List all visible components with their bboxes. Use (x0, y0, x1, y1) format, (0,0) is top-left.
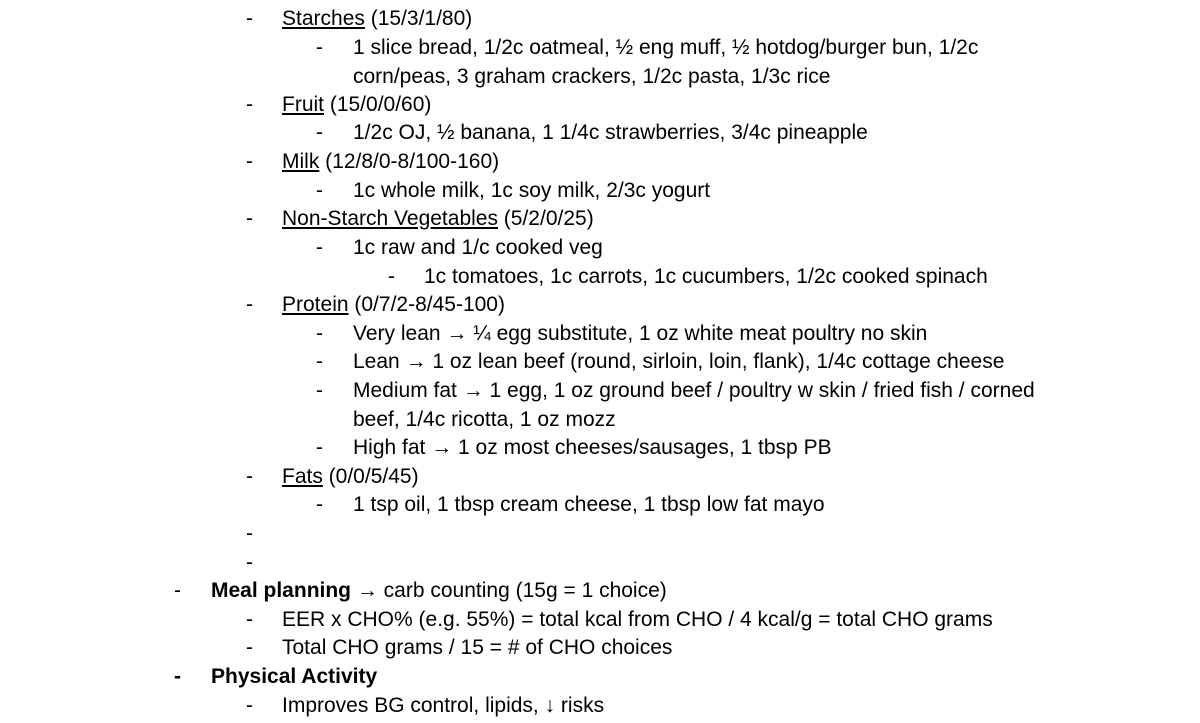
protein-label: Protein (282, 293, 349, 316)
empty-bullet (0, 549, 1200, 578)
milk-heading (282, 148, 1182, 177)
vegetables-examples-text: 1c raw and 1/c cooked veg (353, 236, 603, 259)
meal-planning-formula (0, 606, 1200, 635)
starches-examples (0, 34, 1200, 91)
starches-heading (282, 5, 1182, 34)
bullet-dash: - (246, 694, 253, 717)
bullet-dash: - (246, 465, 253, 488)
bullet-dash: - (246, 636, 253, 659)
protein-high-fat-text: High fat → 1 oz most cheeses/sausages, 1 tbsp PB (353, 436, 832, 459)
milk-examples (0, 177, 1200, 206)
bullet-dash: - (174, 665, 181, 688)
vegetables-subexamples (0, 263, 1200, 292)
milk-item (0, 148, 1200, 177)
milk-values: (12/8/0-8/100-160) (319, 150, 500, 173)
protein-item (0, 291, 1200, 320)
bullet-dash: - (316, 350, 323, 373)
protein-lean-text: Lean → 1 oz lean beef (round, sirloin, loin, flank), 1/4c cottage cheese (353, 350, 1005, 373)
starches-values: (15/3/1/80) (364, 7, 473, 30)
fruit-item (0, 91, 1200, 120)
fats-values: (0/0/5/45) (322, 465, 419, 488)
protein-medium-fat-text: Medium fat → 1 egg, 1 oz ground beef / poultry w skin / fried fish / corned beef, 1/4c ricotta, 1 oz mozz (353, 379, 1035, 431)
bullet-dash: - (174, 579, 181, 602)
protein-heading (282, 291, 1182, 320)
meal-planning-heading (211, 577, 1111, 606)
fats-examples (0, 491, 1200, 520)
bullet-dash: - (316, 493, 323, 516)
protein-medium-fat (0, 377, 1200, 434)
fats-label: Fats (282, 465, 323, 488)
starches-examples-text: 1 slice bread, 1/2c oatmeal, ½ eng muff, ½ hotdog/burger bun, 1/2c corn/peas, 3 graham crackers, 1/2c pasta, 1/3c rice (353, 36, 979, 88)
bullet-dash: - (316, 436, 323, 459)
protein-very-lean-text: Very lean → ¼ egg substitute, 1 oz white meat poultry no skin (353, 322, 928, 345)
fats-heading (282, 463, 1182, 492)
bullet-dash: - (316, 236, 323, 259)
bullet-dash: - (316, 36, 323, 59)
bullet-dash: - (246, 93, 253, 116)
vegetables-examples (0, 234, 1200, 263)
bullet-dash: - (316, 379, 323, 402)
vegetables-item (0, 205, 1200, 234)
physical-activity-title: Physical Activity (211, 665, 378, 688)
physical-activity-item (0, 663, 1200, 692)
empty-bullet (0, 520, 1200, 549)
bullet-dash: - (388, 265, 395, 288)
bullet-dash: - (316, 179, 323, 202)
protein-high-fat (0, 434, 1200, 463)
protein-very-lean (0, 320, 1200, 349)
physical-activity-benefits-text: Improves BG control, lipids, ↓ risks (282, 694, 605, 717)
fruit-label: Fruit (282, 93, 324, 116)
meal-planning-formula-text: EER x CHO% (e.g. 55%) = total kcal from CHO / 4 kcal/g = total CHO grams (282, 608, 993, 631)
bullet-dash: - (246, 7, 253, 30)
vegetables-subexamples-text: 1c tomatoes, 1c carrots, 1c cucumbers, 1/2c cooked spinach (424, 265, 988, 288)
starches-label: Starches (282, 7, 365, 30)
fruit-examples-text: 1/2c OJ, ½ banana, 1 1/4c strawberries, 3/4c pineapple (353, 121, 868, 144)
meal-planning-choices (0, 634, 1200, 663)
meal-planning-title: Meal planning (211, 579, 352, 602)
fruit-examples (0, 119, 1200, 148)
physical-activity-benefits (0, 692, 1200, 721)
fruit-heading (282, 91, 1182, 120)
milk-label: Milk (282, 150, 320, 173)
fats-examples-text: 1 tsp oil, 1 tbsp cream cheese, 1 tbsp low fat mayo (353, 493, 825, 516)
bullet-dash: - (316, 121, 323, 144)
bullet-dash: - (246, 150, 253, 173)
fats-item (0, 463, 1200, 492)
fruit-values: (15/0/0/60) (324, 93, 432, 116)
vegetables-label: Non-Starch Vegetables (282, 207, 498, 230)
protein-lean (0, 348, 1200, 377)
bullet-dash: - (316, 322, 323, 345)
bullet-dash: - (246, 522, 253, 545)
meal-planning-choices-text: Total CHO grams / 15 = # of CHO choices (282, 636, 673, 659)
meal-planning-item (0, 577, 1200, 606)
milk-examples-text: 1c whole milk, 1c soy milk, 2/3c yogurt (353, 179, 711, 202)
bullet-dash: - (246, 551, 253, 574)
meal-planning-rest: → carb counting (15g = 1 choice) (351, 579, 667, 602)
vegetables-heading (282, 205, 1182, 234)
protein-values: (0/7/2-8/45-100) (348, 293, 505, 316)
bullet-dash: - (246, 207, 253, 230)
bullet-dash: - (246, 608, 253, 631)
starches-item (0, 5, 1200, 34)
bullet-dash: - (246, 293, 253, 316)
vegetables-values: (5/2/0/25) (497, 207, 594, 230)
